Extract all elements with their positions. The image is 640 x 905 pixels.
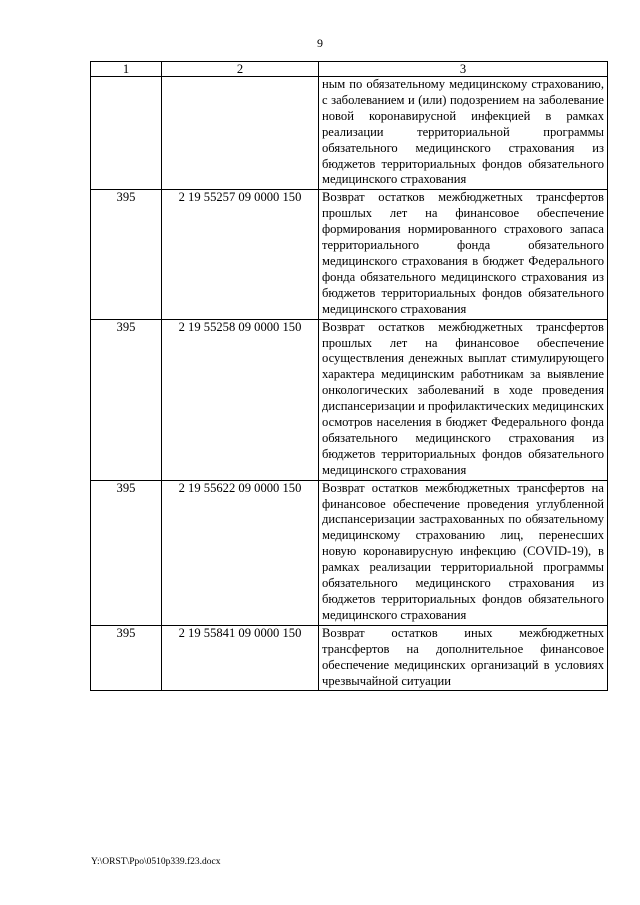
table-header-row	[91, 62, 608, 77]
table-row	[91, 319, 608, 480]
table-row	[91, 625, 608, 691]
admin-code-cell: 395	[91, 190, 162, 319]
admin-code-cell	[91, 77, 162, 190]
table-row-continuation	[91, 77, 608, 190]
admin-code-cell: 395	[91, 625, 162, 691]
file-path-footer: Y:\ORST\Ppo\0510p339.f23.docx	[91, 857, 221, 867]
budget-code-cell: 2 19 55841 09 0000 150	[162, 625, 319, 691]
budget-codes-table	[90, 61, 608, 691]
table-row	[91, 480, 608, 625]
budget-code-cell	[162, 77, 319, 190]
budget-code-cell: 2 19 55258 09 0000 150	[162, 319, 319, 480]
description-cell: Возврат остатков межбюджетных трансфертов прошлых лет на финансовое обеспечение осуществления денежных выплат стимулирующего характера медицинским работникам за выявление онкологических заболеваний в ходе проведения диспансеризации и профилактических медицинских осмотров населения в бюджет Федерального фонда обязательного медицинского страхования из бюджетов территориальных фондов обязательного медицинского страхования	[319, 319, 608, 480]
admin-code-cell: 395	[91, 480, 162, 625]
description-cell: ным по обязательному медицинскому страхованию, с заболеванием и (или) подозрением на заболевание новой коронавирусной инфекцией в рамках реализации территориальной программы обязательного медицинского страхования из бюджетов территориальных фондов обязательного медицинского страхования	[319, 77, 608, 190]
description-cell: Возврат остатков межбюджетных трансфертов на финансовое обеспечение проведения углубленной диспансеризации застрахованных по обязательному медицинскому страхованию лиц, перенесших новую коронавирусную инфекцию (COVID-19), в рамках реализации территориальной программы обязательного медицинского страхования из бюджетов территориальных фондов обязательного медицинского страхования	[319, 480, 608, 625]
table-row	[91, 190, 608, 319]
header-col-1: 1	[91, 62, 162, 77]
admin-code-cell: 395	[91, 319, 162, 480]
description-cell: Возврат остатков межбюджетных трансфертов прошлых лет на финансовое обеспечение формирования нормированного страхового запаса территориального фонда обязательного медицинского страхования в бюджет Федерального фонда обязательного медицинского страхования из бюджетов территориальных фондов обязательного медицинского страхования	[319, 190, 608, 319]
page-number: 9	[317, 36, 323, 50]
budget-code-cell: 2 19 55622 09 0000 150	[162, 480, 319, 625]
budget-code-cell: 2 19 55257 09 0000 150	[162, 190, 319, 319]
header-col-2: 2	[162, 62, 319, 77]
description-cell: Возврат остатков иных межбюджетных трансфертов на дополнительное финансовое обеспечение медицинских организаций в условиях чрезвычайной ситуации	[319, 625, 608, 691]
header-col-3: 3	[319, 62, 608, 77]
